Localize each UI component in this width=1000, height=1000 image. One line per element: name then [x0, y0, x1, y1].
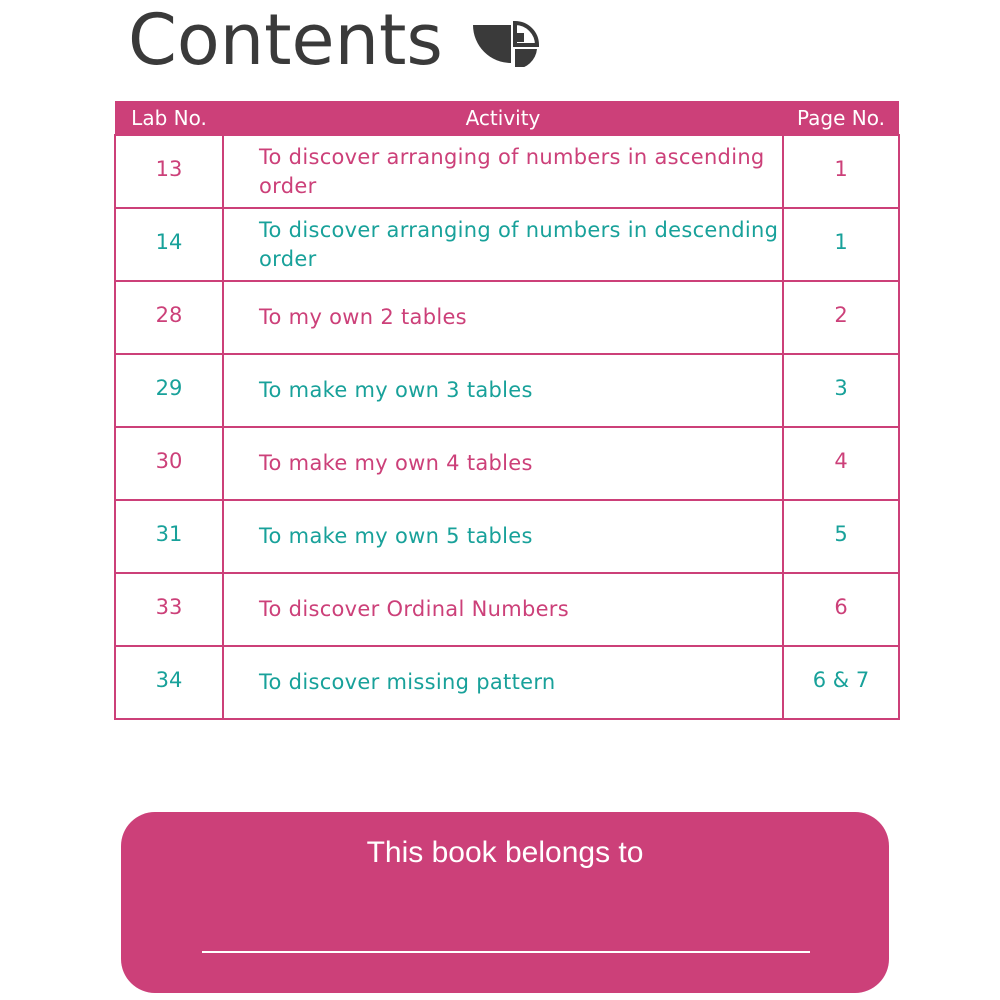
page-number-cell	[783, 427, 899, 500]
activity-cell: To discover arranging of numbers in descending order	[223, 208, 783, 281]
lab-number: 33	[155, 594, 183, 619]
activity-cell: To make my own 5 tables	[223, 500, 783, 573]
page-number-cell	[783, 281, 899, 354]
page-number-cell	[783, 208, 899, 281]
contents-table	[114, 101, 900, 720]
lab-number: 13	[155, 156, 183, 181]
page-number-cell	[783, 500, 899, 573]
activity-cell: To my own 2 tables	[223, 281, 783, 354]
lab-number: 28	[155, 302, 183, 327]
activity-cell: To discover arranging of numbers in ascending order	[223, 135, 783, 208]
page-number: 5	[834, 521, 848, 546]
page-number: 1	[834, 229, 848, 254]
lab-number: 31	[155, 521, 183, 546]
page-number: 1	[834, 156, 848, 181]
table-row	[115, 208, 899, 281]
header-page-no: Page No.	[783, 101, 899, 135]
lab-number-cell	[115, 500, 223, 573]
table-row	[115, 354, 899, 427]
quarter-circle-icon	[471, 19, 539, 67]
lab-number-cell	[115, 208, 223, 281]
table-row	[115, 646, 899, 719]
page-number: 2	[834, 302, 848, 327]
header-lab-no: Lab No.	[115, 101, 223, 135]
header-activity: Activity	[223, 101, 783, 135]
page-number-cell	[783, 573, 899, 646]
page-number-cell	[783, 646, 899, 719]
lab-number-cell	[115, 573, 223, 646]
table-row	[115, 135, 899, 208]
lab-number-cell	[115, 427, 223, 500]
lab-number-cell	[115, 646, 223, 719]
activity-cell: To make my own 4 tables	[223, 427, 783, 500]
table-row	[115, 573, 899, 646]
table-row	[115, 500, 899, 573]
owner-box	[121, 812, 889, 993]
page-number: 4	[834, 448, 848, 473]
table-header-row	[115, 101, 899, 135]
lab-number: 34	[155, 667, 183, 692]
page-number: 6	[834, 594, 848, 619]
page-number-cell	[783, 354, 899, 427]
page-number-cell	[783, 135, 899, 208]
lab-number-cell	[115, 354, 223, 427]
lab-number-cell	[115, 135, 223, 208]
lab-number-cell	[115, 281, 223, 354]
table-row	[115, 427, 899, 500]
page-number: 3	[834, 375, 848, 400]
activity-cell: To make my own 3 tables	[223, 354, 783, 427]
owner-name-line[interactable]	[202, 951, 810, 953]
lab-number: 14	[155, 229, 183, 254]
owner-label: This book belongs to	[366, 836, 644, 869]
lab-number: 29	[155, 375, 183, 400]
lab-number: 30	[155, 448, 183, 473]
table-row	[115, 281, 899, 354]
activity-cell: To discover Ordinal Numbers	[223, 573, 783, 646]
page-title: Contents	[128, 0, 443, 81]
page-header	[128, 0, 539, 80]
page-number: 6 & 7	[812, 667, 870, 692]
activity-cell: To discover missing pattern	[223, 646, 783, 719]
